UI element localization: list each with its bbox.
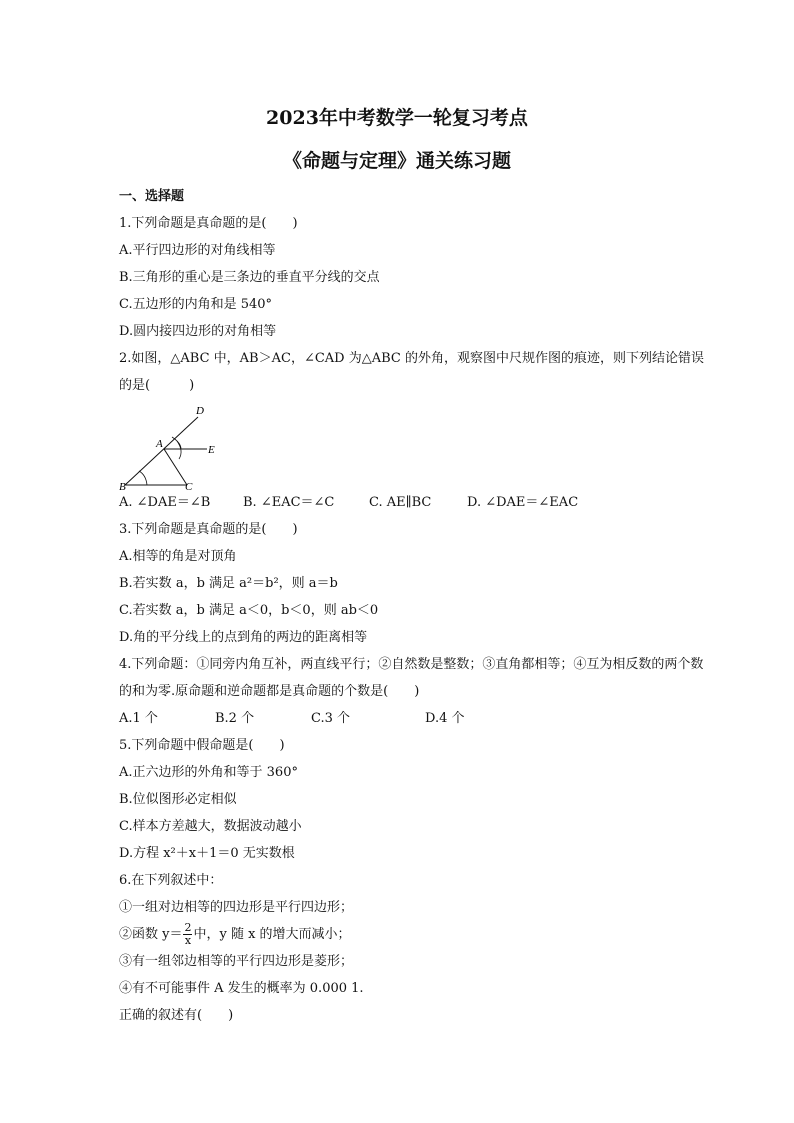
- q6-item-4: ④有不可能事件 A 发生的概率为 0.000 1.: [119, 981, 364, 996]
- point-label-a: A: [156, 438, 163, 450]
- q2-stem: 2.如图，△ABC 中，AB＞AC，∠CAD 为△ABC 的外角，观察图中尺规作图的痕迹，则下列结论错误的是( ): [119, 351, 704, 393]
- q4-option-c: C.3 个: [311, 711, 351, 726]
- q1-option-d: D.圆内接四边形的对角相等: [119, 324, 277, 339]
- point-label-b: B: [119, 481, 126, 491]
- q6-stem: 6.在下列叙述中：: [119, 873, 223, 888]
- q2-option-a: A. ∠DAE＝∠B: [119, 495, 211, 510]
- q1-option-b: B.三角形的重心是三条边的垂直平分线的交点: [119, 270, 380, 285]
- question-list: [119, 183, 704, 1029]
- q3-option-a: A.相等的角是对顶角: [119, 549, 237, 564]
- q2-options: [119, 489, 704, 516]
- page-subtitle: 《命题与定理》通关练习题: [282, 150, 511, 172]
- triangle-construction-diagram: [119, 399, 229, 491]
- q5-stem: 5.下列命题中假命题是( ): [119, 738, 285, 753]
- q6-answer-prompt: 正确的叙述有( ): [119, 1008, 234, 1023]
- q2-option-c: C. AE∥BC: [369, 495, 432, 510]
- q4-option-b: B.2 个: [215, 711, 255, 726]
- q1-option-a: A.平行四边形的对角线相等: [119, 243, 276, 258]
- q5-option-b: B.位似图形必定相似: [119, 792, 237, 807]
- q4-option-d: D.4 个: [425, 711, 465, 726]
- q3-option-c: C.若实数 a，b 满足 a＜0，b＜0，则 ab＜0: [119, 603, 379, 618]
- q1-stem: 1.下列命题是真命题的是( ): [119, 216, 298, 231]
- section-heading: 一、选择题: [119, 189, 185, 204]
- q4-stem: 4.下列命题：①同旁内角互补，两直线平行；②自然数是整数；③直角都相等；④互为相反数的两个数的和为零.原命题和逆命题都是真命题的个数是( ): [119, 657, 704, 699]
- q3-option-b: B.若实数 a，b 满足 a²＝b²，则 a＝b: [119, 576, 338, 591]
- q2-option-b: B. ∠EAC＝∠C: [243, 495, 335, 510]
- q6-item-2-suffix: 中，y 随 x 的增大而减小；: [193, 927, 351, 942]
- q2-figure: [119, 399, 704, 489]
- q6-item-2-prefix: ②函数 y＝: [119, 927, 183, 942]
- q3-stem: 3.下列命题是真命题的是( ): [119, 522, 298, 537]
- q1-option-c: C.五边形的内角和是 540°: [119, 297, 273, 312]
- point-label-e: E: [208, 444, 215, 456]
- q6-item-3: ③有一组邻边相等的平行四边形是菱形；: [119, 954, 354, 969]
- q2-option-d: D. ∠DAE＝∠EAC: [467, 495, 579, 510]
- page-title: 2023年中考数学一轮复习考点: [266, 107, 528, 129]
- fraction: [183, 922, 192, 947]
- q5-option-c: C.样本方差越大，数据波动越小: [119, 819, 302, 834]
- q4-options: [119, 705, 704, 732]
- fraction-denominator: x: [184, 934, 192, 947]
- q3-option-d: D.角的平分线上的点到角的两边的距离相等: [119, 630, 368, 645]
- q5-option-a: A.正六边形的外角和等于 360°: [119, 765, 298, 780]
- point-label-c: C: [185, 481, 193, 491]
- point-label-d: D: [196, 405, 204, 417]
- q5-option-d: D.方程 x²＋x＋1＝0 无实数根: [119, 846, 295, 861]
- q6-item-1: ①一组对边相等的四边形是平行四边形；: [119, 900, 354, 915]
- fraction-numerator: 2: [184, 921, 192, 934]
- q6-item-2: [119, 921, 704, 948]
- q4-option-a: A.1 个: [119, 711, 158, 726]
